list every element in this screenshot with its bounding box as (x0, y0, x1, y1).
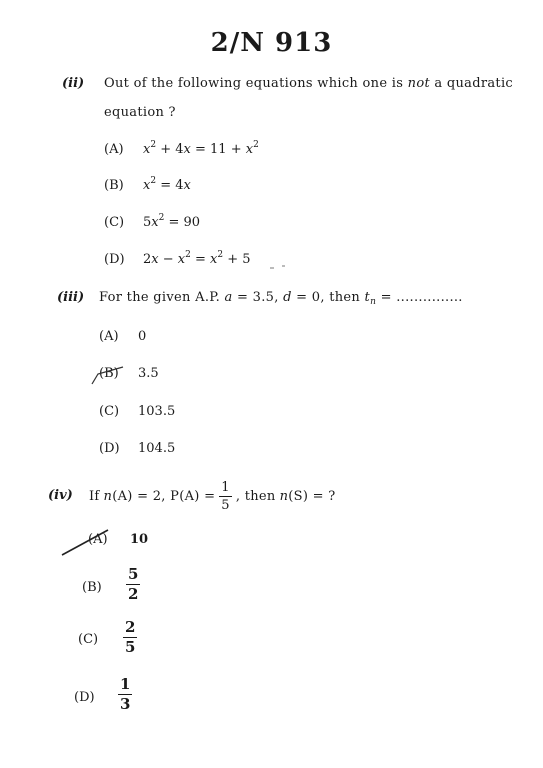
question-iv-text: If n(A) = 2, P(A) = $\frac{1}{5}$ , then n(S) = ? (89, 479, 336, 513)
option-value: 3.5 (138, 366, 159, 381)
option-equation: $2x - x^2 = x^2 + 5$ (143, 250, 251, 267)
option-fraction: $\frac{2}{5}$ (125, 618, 136, 656)
pen-stray-mark (270, 266, 285, 268)
option-equation: $x^2 = 4x$ (143, 176, 191, 193)
option-equation: $5x^2 = 90$ (143, 213, 201, 230)
option-label: (D) (99, 441, 120, 456)
option-value: 103.5 (138, 404, 176, 419)
option-label: (C) (78, 632, 99, 647)
option-label: (B) (82, 580, 102, 595)
option-label: (A) (104, 142, 124, 157)
option-label: (D) (104, 252, 125, 267)
option-value: 10 (130, 532, 149, 547)
option-label: (A) (99, 329, 119, 344)
option-value: 104.5 (138, 441, 176, 456)
option-label: (B) (99, 366, 119, 381)
option-label: (A) (88, 532, 108, 547)
probability-fraction: $\frac{1}{5}$ (221, 479, 230, 513)
option-fraction: $\frac{1}{3}$ (120, 675, 131, 713)
question-number-ii: (ii) (62, 76, 85, 91)
option-label: (B) (104, 178, 124, 193)
question-ii-text-line2: equation ? (104, 105, 176, 120)
option-value: 0 (138, 329, 147, 344)
option-fraction: $\frac{5}{2}$ (128, 565, 139, 603)
page-title: 2/N 913 (210, 28, 333, 58)
question-ii-text-line1: Out of the following equations which one is not a quadratic (104, 76, 513, 91)
option-label: (C) (104, 215, 125, 230)
option-equation: $x^2 + 4x = 11 + x^2$ (143, 140, 259, 157)
question-number-iii: (iii) (57, 290, 85, 305)
question-number-iv: (iv) (48, 488, 73, 503)
option-label: (D) (74, 690, 95, 705)
question-iii-text: For the given A.P. a = 3.5, d = 0, then $t_n$ = ............... (99, 290, 463, 307)
option-label: (C) (99, 404, 120, 419)
